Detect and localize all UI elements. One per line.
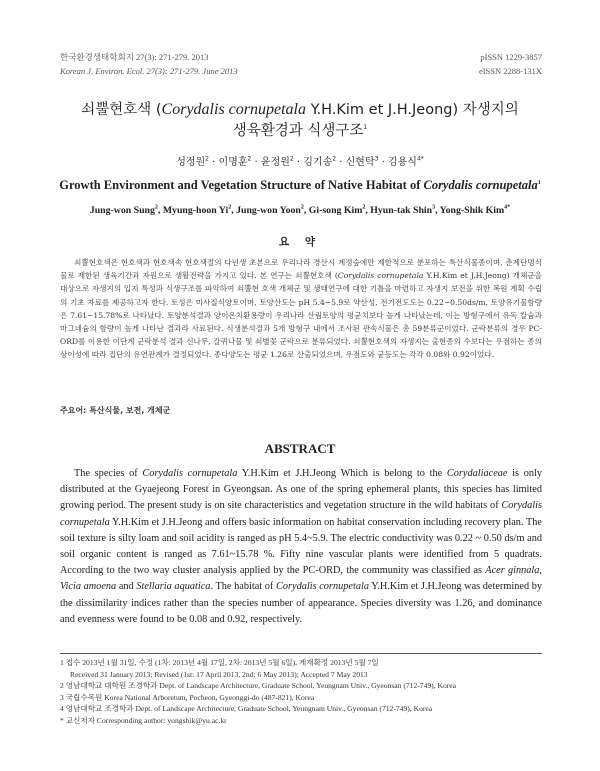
abstract-heading: ABSTRACT: [264, 441, 336, 456]
authors-en: Jung-won Sung$^2$, Myung-hoon Yi$^2$, Jung-won Yoon$^2$, Gi-song Kim$^2$, Hyun-tak Shin$^3$, Yong-Shik Kim$^{4*}$: [89, 204, 511, 216]
footnote-4: 4 영남대학교 조경학과 Dept. of Landscape Architecture, Graduate School, Yeungnam Univ., Gyeonsan (712-749), Korea: [60, 704, 433, 713]
eissn: eISSN 2288-131X: [478, 66, 542, 76]
footnote-corresponding: * 교신저자 Corresponding author: yongshik@yu.ac.kr: [60, 715, 227, 725]
footnote-1-ko: 1 접수 2013년 1월 31일, 수정 (1차: 2013년 4월 17일, 2차: 2013년 5월 6일), 게재확정 2013년 5월 7일: [60, 658, 379, 667]
author-ko: 김용식$^{4*}$: [387, 155, 424, 168]
author-en: Hyun-tak Shin$^3$: [370, 204, 436, 216]
author-ko: 윤정원$^2$: [260, 155, 294, 168]
title-ko-line2-text: 생육환경과 식생구조: [232, 123, 364, 139]
author-ko: 신현탁$^3$: [345, 155, 379, 168]
title-ko-species: Corydalis cornupetala: [161, 101, 306, 118]
title-ko-pre: 쇠뿔현호색 (: [81, 102, 162, 118]
journal-header-ko: 한국환경생태학회지 27(3): 271-279. 2013: [60, 52, 209, 62]
korean-abstract: 쇠뿔현호색은 현호색과 현호색속 현호색절의 다년생 초본으로 우리나라 경산시 계정숲에만 제한적으로 분포하는 특산식물종이며, 춘계단명식물로 제한된 생육기간과 자원으로 생활전략을 가지고 있다. 본 연구는 쇠뿔현호색 (Corydalis cornupetala Y.H.Kim et J.H.Jeong) 개체군을 대상으로 자생지의 입지 특성과 식생구조를 파악하여 쇠뿔현 호색 개체군 및 생태연구에 대한 기틀을 마련하고 자생지 보전을 위한 복원 계획 수립의 기초 자료를 제공하고자 한다. 토성은 미사질식양토이며, 토양산도는 pH 5.4~5.9로 약산성, 전기전도도는 0.22~0.50ds/m, 토양유기물함량은 7.61~15.78%로 나타났다. 토양분석결과 양이온치환용량이 우리나라 산림토양의 평균치보다 높게 나타났는데, 이는 방형구에서 유독 칼슘과 마그네슘의 함량이 높게 나타난 결과라 사료된다. 식생분석결과 5개 방형구 내에서 조사된 관속식물은 총 59분류군이었다. 군락분류의 경우 PC-ORD를 이용한 이단계 군락분석 결과 신나무, 갈퀴나물 및 쇠별꽃 군락으로 분류되었다. 쇠뿔현호색의 자생지는 출현종의 수보다는 우점하는 종의 상이성에 따라 집단의 유연관계가 결정되었다. 종다양도는 평균 1.26로 산출되었으며, 우점도와 균등도는 각각 0.08와 0.92이었다.: [60, 258, 542, 360]
author-en: Myung-hoon Yi$^2$: [162, 204, 232, 216]
author-en: Gi-song Kim$^2$: [308, 204, 366, 216]
title-en-sup: 1: [537, 179, 541, 186]
title-ko-post: Y.H.Kim et J.H.Jeong) 자생지의: [305, 102, 519, 118]
footnote-1-en: Received 31 January 2013; Revised (1st: 17 April 2013, 2nd: 6 May 2013); Accepted 7 May 2013: [70, 669, 368, 679]
title-en-main: Growth Environment and Vegetation Structure of Native Habitat of: [59, 178, 424, 192]
keywords: 주요어: 특산식물, 보전, 개체군: [60, 406, 171, 415]
author-en: Yong-Shik Kim$^{4*}$: [439, 204, 511, 216]
authors-ko: 성정원$^2$ · 이명훈$^2$ · 윤정원$^2$ · 김기송$^2$ · 신현탁$^3$ · 김용식$^{4*}$: [176, 155, 424, 168]
yoyak-heading: 요 약: [279, 236, 321, 248]
author-ko: 이명훈$^2$: [218, 155, 252, 168]
author-ko: 성정원$^2$: [176, 155, 209, 168]
title-en: [0, 178, 600, 193]
footnotes: [60, 657, 550, 726]
english-abstract: The species of Corydalis cornupetala Y.H.Kim et J.H.Jeong Which is belong to the Corydaliaceae is only distributed at the Gyaejeong Forest in Gyeongsan. As one of the spring ephemeral plants, this species has limited growing period. The present study is on site characteristics and vegetation structure in the wild habitats of Corydalis cornupetala Y.H.Kim et J.H.Jeong and offers basic information on habitat conservation including recovery plan. The soil texture is silty loam and soil acidity is ranged as pH 5.4~5.9. The electric conductivity was 0.22 ~ 0.50 ds/m and soil organic content is ranged as 7.61~15.78 %. Fifty nine vascular plants were identified from 5 quadrats. According to the two way cluster analysis applied by the PC-ORD, the community was classified as Acer ginnala, Vicia amoena and Stellaria aquatica. The habitat of Corydalis cornupetala Y.H.Kim et J.H.Jeong was determined by the dissimilarity indices rather than the species number of appearance. Species diversity was 1.26, and dominance and evenness were found to be 0.08 and 0.92, respectively.: [60, 468, 543, 625]
title-ko-line1: [0, 100, 600, 120]
title-en-species: Corydalis cornupetala: [423, 178, 538, 192]
footnote-3: 3 국립수목원 Korea National Arboretum, Pocheon, Gyeonggi-do (487-821), Korea: [60, 692, 315, 702]
journal-header-en: [60, 66, 238, 77]
author-ko: 김기송$^2$: [303, 155, 337, 168]
author-en: Jung-won Yoon$^2$: [236, 204, 304, 216]
footnote-2: 2 영남대학교 대학원 조경학과 Dept. of Landscape Architecture, Graduate School, Yeungnam Univ., Gyeonsan (712-749), Korea: [60, 681, 457, 690]
journal-header-en-text: Korean J. Environ. Ecol. 27(3): 271-279. June 2013: [60, 66, 238, 76]
pissn: pISSN 1229-3857: [480, 52, 542, 62]
title-ko-line2: [0, 121, 600, 141]
footnote-divider: [60, 653, 542, 654]
author-en: Jung-won Sung$^2$: [89, 204, 158, 216]
title-ko-sup: 1: [363, 124, 368, 132]
